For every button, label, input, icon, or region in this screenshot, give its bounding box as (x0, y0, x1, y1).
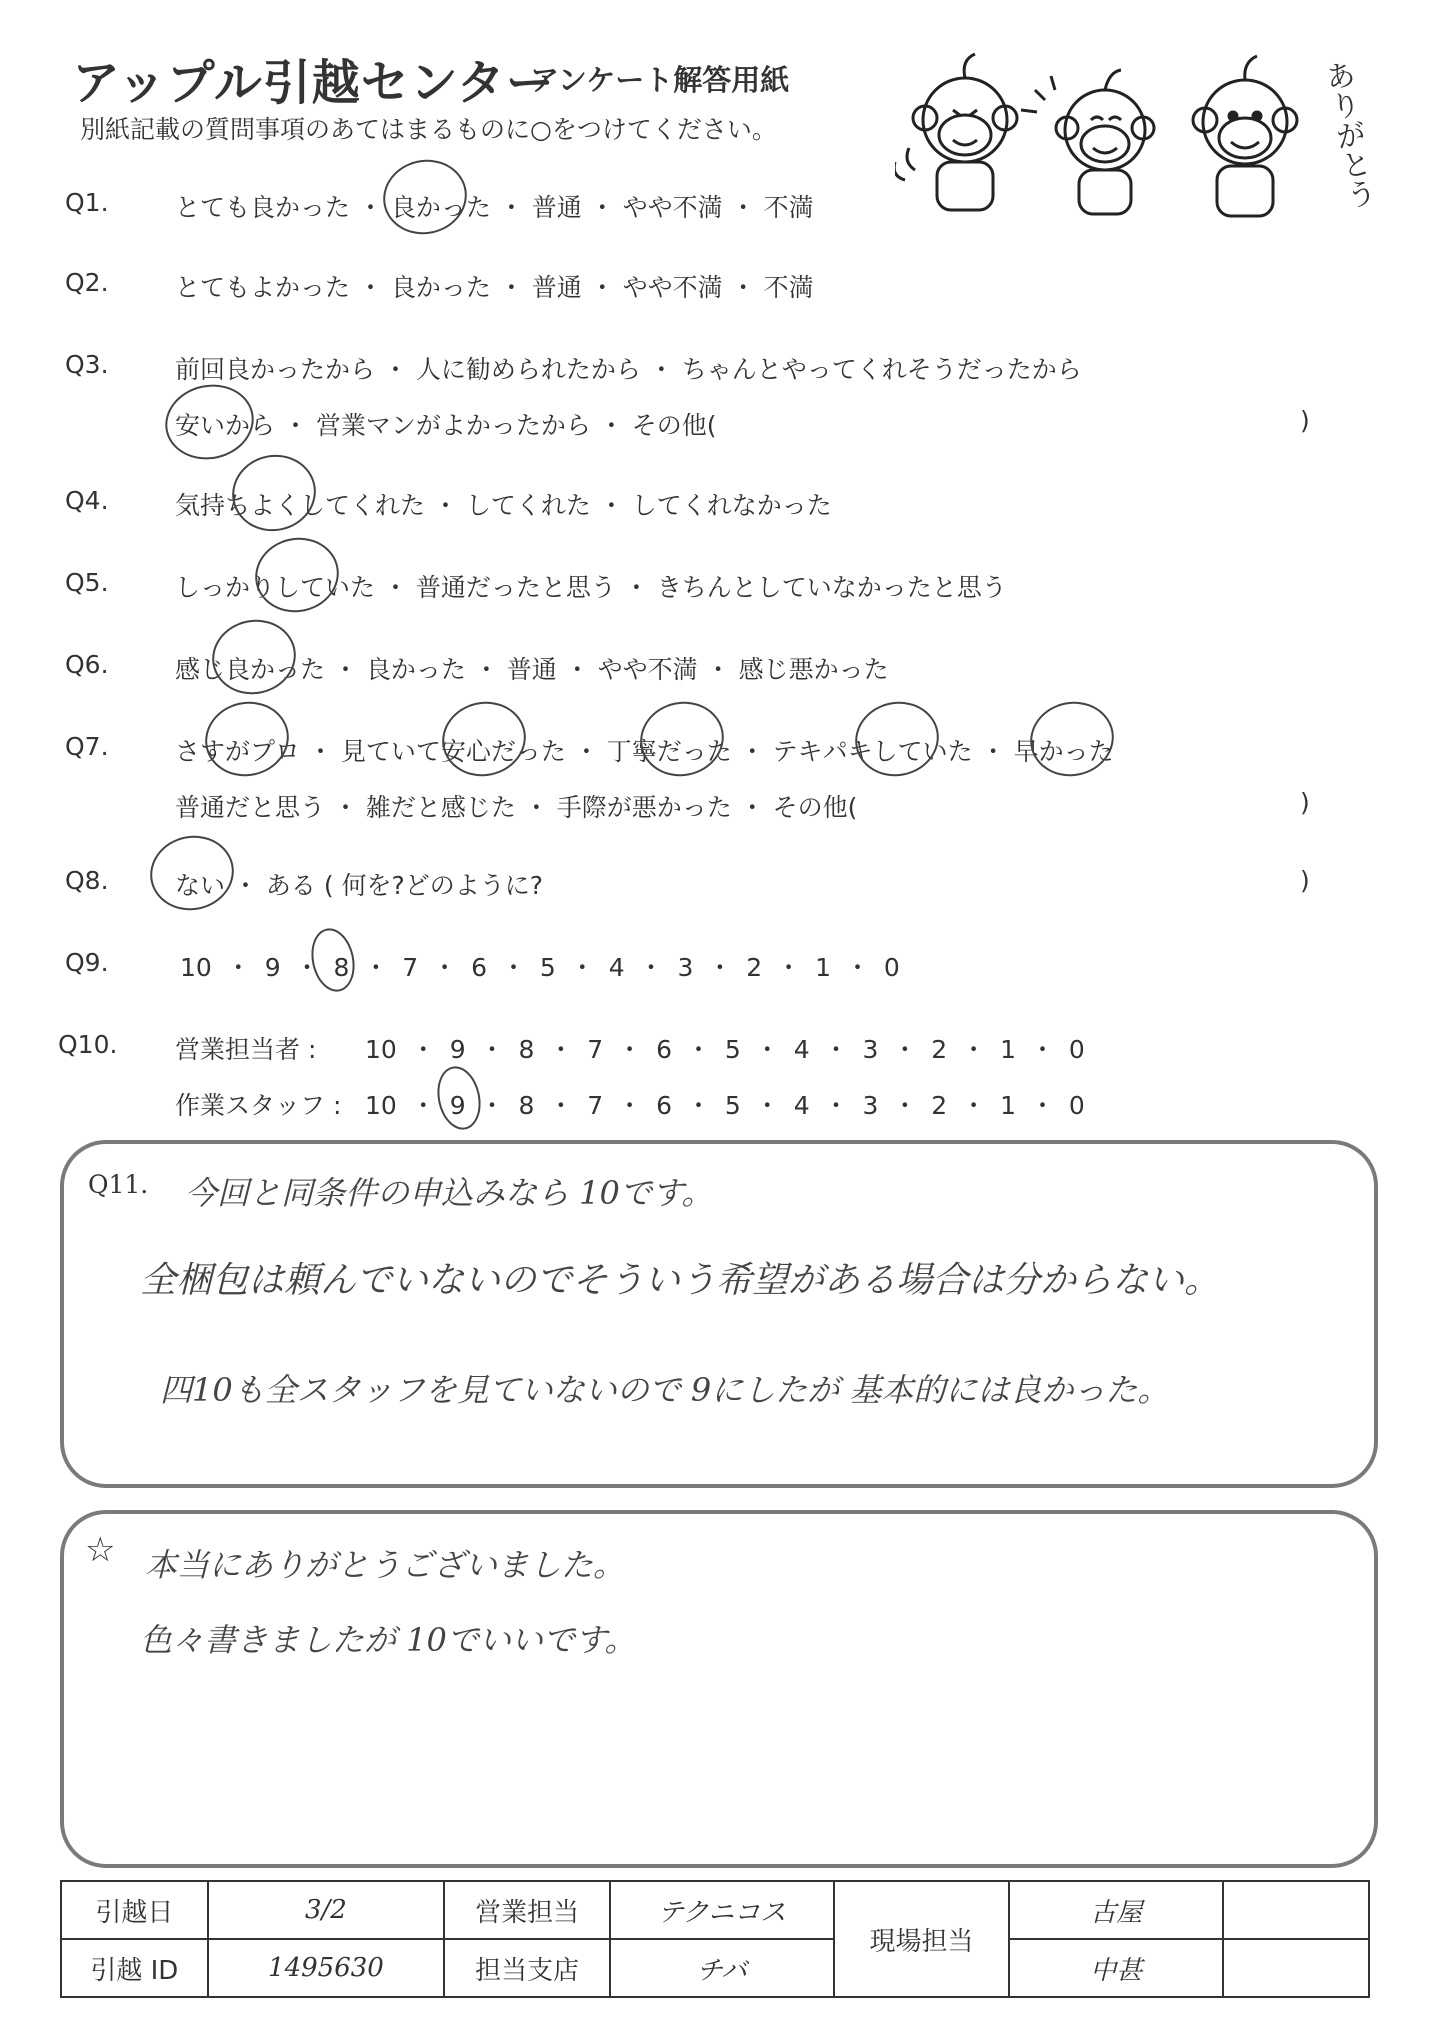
q1-answer-circle (376, 152, 474, 242)
q7-number: Q7. (65, 732, 109, 761)
site-rep-value-1: 古屋 (1009, 1881, 1223, 1939)
q3-options-line2: 安いから ・ 営業マンがよかったから ・ その他( (175, 411, 717, 440)
q6-number: Q6. (65, 650, 109, 679)
q7-options-line2: 普通だと思う ・ 雑だと感じた ・ 手際が悪かった ・ その他( (175, 793, 858, 822)
form-subtitle: アンケート解答用紙 (530, 63, 790, 97)
q4-options: 気持ちよくしてくれた ・ してくれた ・ してくれなかった (175, 491, 832, 520)
q4-number: Q4. (65, 486, 109, 515)
free-comment-line1: 本当にありがとうございました。 (145, 1546, 626, 1584)
q7-answer-circle-2 (435, 694, 533, 784)
empty-cell-1 (1223, 1881, 1369, 1939)
q5-options: しっかりしていた ・ 普通だったと思う ・ きちんとしていなかったと思う (175, 573, 1007, 602)
q9-number: Q9. (65, 948, 109, 977)
footer-info-table (60, 1880, 1370, 1998)
sales-rep-label: 営業担当 (444, 1881, 610, 1939)
q11-comment-line1: 今回と同条件の申込みなら 10です。 (185, 1174, 714, 1212)
site-rep-label: 現場担当 (834, 1881, 1010, 1997)
q10-staff-scale: 10 ・ 9 ・ 8 ・ 7 ・ 6 ・ 5 ・ 4 ・ 3 ・ 2 ・ 1 ・ 0 (365, 1091, 1085, 1120)
move-id-label: 引越 ID (61, 1939, 208, 1997)
q6-options: 感じ良かった ・ 良かった ・ 普通 ・ やや不満 ・ 感じ悪かった (175, 655, 889, 684)
q2-options: とてもよかった ・ 良かった ・ 普通 ・ やや不満 ・ 不満 (175, 273, 814, 302)
q11-number: Q11. (88, 1170, 149, 1199)
site-rep-value-2: 中甚 (1009, 1939, 1223, 1997)
empty-cell-2 (1223, 1939, 1369, 1997)
q8-options: ない ・ ある ( 何を?どのように? (175, 871, 544, 900)
move-date-label: 引越日 (61, 1881, 208, 1939)
q7-answer-circle-1 (198, 694, 296, 784)
q10-staff-label: 作業スタッフ : (175, 1091, 342, 1120)
q3-close-paren: ) (1300, 406, 1310, 435)
q9-answer-circle (306, 924, 360, 995)
q3-options-line1: 前回良かったから ・ 人に勧められたから ・ ちゃんとやってくれそうだったから (175, 355, 1082, 384)
q10-sales-scale: 10 ・ 9 ・ 8 ・ 7 ・ 6 ・ 5 ・ 4 ・ 3 ・ 2 ・ 1 ・ 0 (365, 1035, 1085, 1064)
q1-number: Q1. (65, 188, 109, 217)
q5-answer-circle (248, 530, 346, 620)
q6-answer-circle (205, 612, 303, 702)
form-title: アップル引越センター (72, 55, 555, 111)
q5-number: Q5. (65, 568, 109, 597)
q7-answer-circle-3 (633, 694, 731, 784)
q3-answer-circle (158, 377, 260, 468)
branch-label: 担当支店 (444, 1939, 610, 1997)
q3-number: Q3. (65, 350, 109, 379)
q8-number: Q8. (65, 866, 109, 895)
q9-scale: 10 ・ 9 ・ 8 ・ 7 ・ 6 ・ 5 ・ 4 ・ 3 ・ 2 ・ 1 ・ 0 (180, 953, 900, 982)
instruction-text: 別紙記載の質問事項のあてはまるものに○をつけてください。 (80, 115, 777, 144)
q8-close-paren: ) (1300, 866, 1310, 895)
sales-rep-value: テクニコス (610, 1881, 834, 1939)
q11-comment-line2: 全梱包は頼んでいないのでそういう希望がある場合は分からない。 (140, 1260, 1221, 1301)
q10-staff-answer-circle (432, 1062, 486, 1133)
move-date-value: 3/2 (208, 1881, 445, 1939)
q1-options: とても良かった ・ 良かった ・ 普通 ・ やや不満 ・ 不満 (175, 193, 814, 222)
mascot-thanks-text: ありがとう (1317, 58, 1378, 212)
q10-number: Q10. (58, 1030, 118, 1059)
q8-answer-circle (143, 828, 241, 918)
q2-number: Q2. (65, 268, 109, 297)
move-id-value: 1495630 (208, 1939, 445, 1997)
star-mark: ☆ (85, 1530, 116, 1570)
q10-sales-label: 営業担当者 : (175, 1035, 317, 1064)
free-comment-line2: 色々書きましたが 10でいいです。 (140, 1621, 637, 1659)
q4-answer-circle (225, 447, 323, 539)
q7-answer-circle-5 (1023, 694, 1121, 784)
mascot-illustration (895, 40, 1365, 230)
q7-options-line1: さすがプロ ・ 見ていて安心だった ・ 丁寧だった ・ テキパキしていた ・ 早かった (175, 737, 1114, 766)
q11-comment-line3: 四10も全スタッフを見ていないので 9にしたが 基本的には良かった。 (160, 1371, 1170, 1409)
q7-close-paren: ) (1300, 788, 1310, 817)
q7-answer-circle-4 (848, 694, 946, 784)
branch-value: チバ (610, 1939, 834, 1997)
